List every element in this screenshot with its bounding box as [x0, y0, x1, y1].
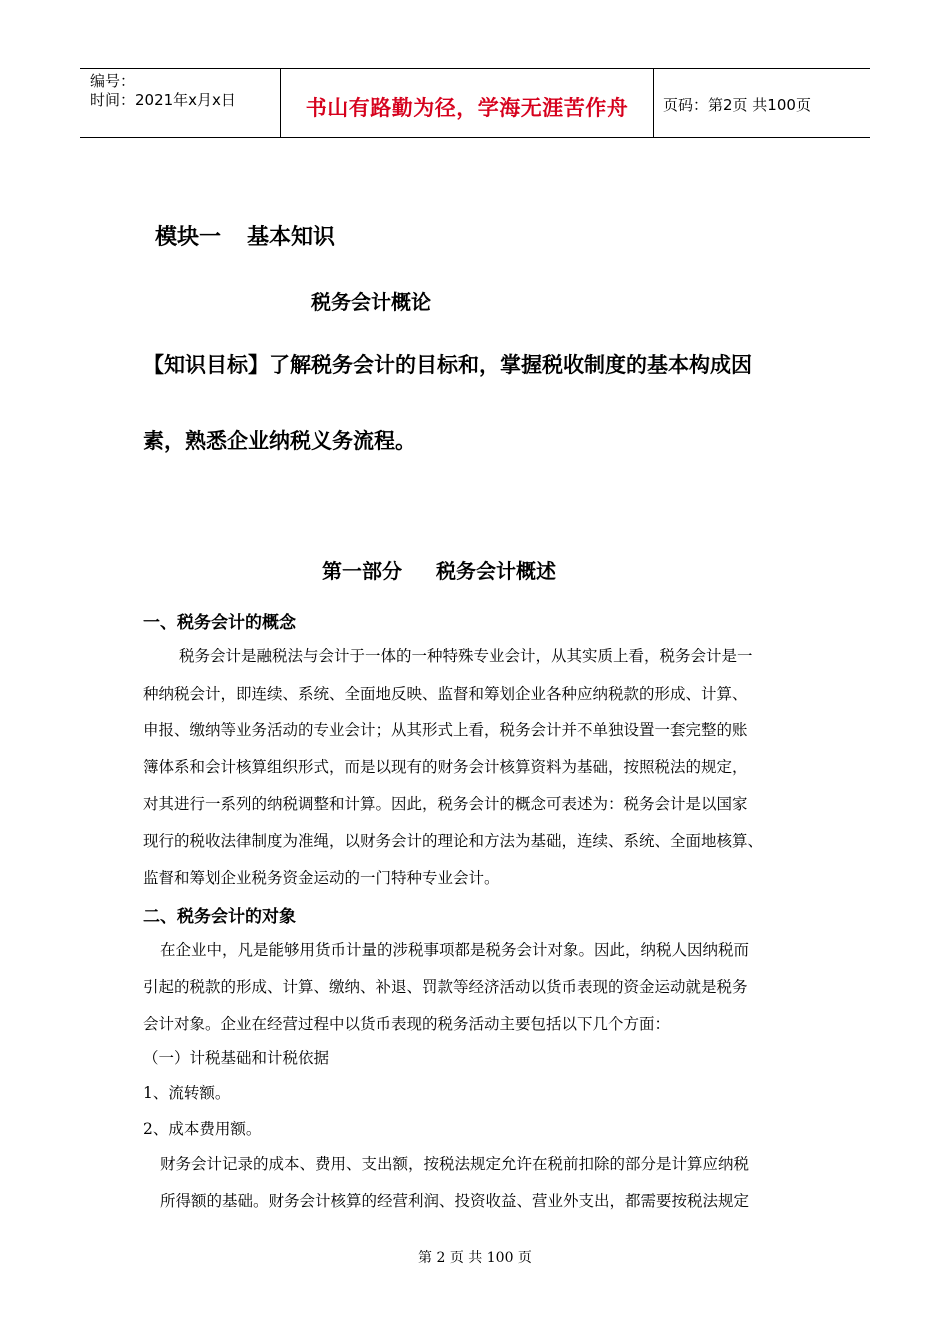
section-2-line: （一）计税基础和计税依据	[143, 1049, 330, 1067]
header-meta	[80, 69, 280, 137]
module-title-name: 基本知识	[247, 225, 336, 250]
header-page-info: 页码：第2页 共100页	[663, 96, 811, 114]
header-motto-cell	[280, 69, 654, 137]
knowledge-goal-line-1: 【知识目标】了解税务会计的目标和，掌握税收制度的基本构成因	[143, 353, 752, 377]
module-title	[155, 220, 335, 251]
section-1-line: 簿体系和会计核算组织形式，而是以现有的财务会计核算资料为基础，按照税法的规定，	[143, 758, 748, 776]
section-2-line: 在企业中，凡是能够用货币计量的涉税事项都是税务会计对象。因此，纳税人因纳税而	[160, 941, 750, 959]
section-1-line: 税务会计是融税法与会计于一体的一种特殊专业会计，从其实质上看，税务会计是一	[179, 647, 753, 665]
section-1-line: 监督和筹划企业税务资金运动的一门特种专业会计。	[143, 869, 500, 887]
chapter-title: 税务会计概论	[311, 290, 431, 314]
document-time: 时间：2021年x月x日	[90, 91, 236, 109]
section-2-line: 所得额的基础。财务会计核算的经营利润、投资收益、营业外支出，都需要按税法规定	[160, 1192, 750, 1210]
section-2-line: 1、流转额。	[143, 1084, 231, 1102]
part-title	[322, 555, 556, 584]
page-header	[80, 68, 870, 138]
knowledge-goal-line-2: 素，熟悉企业纳税义务流程。	[143, 429, 416, 453]
section-2-line: 引起的税款的形成、计算、缴纳、补退、罚款等经济活动以货币表现的资金运动就是税务	[143, 978, 748, 996]
section-2-line: 财务会计记录的成本、费用、支出额，按税法规定允许在税前扣除的部分是计算应纳税	[160, 1155, 750, 1173]
section-1-line: 现行的税收法律制度为准绳，以财务会计的理论和方法为基础，连续、系统、全面地核算、	[143, 832, 764, 850]
section-1-line: 对其进行一系列的纳税调整和计算。因此，税务会计的概念可表述为：税务会计是以国家	[143, 795, 748, 813]
header-motto: 书山有路勤为径，学海无涯苦作舟	[305, 96, 629, 120]
section-1-line: 种纳税会计，即连续、系统、全面地反映、监督和筹划企业各种应纳税款的形成、计算、	[143, 685, 748, 703]
header-page-cell	[653, 69, 870, 137]
section-1-line: 申报、缴纳等业务活动的专业会计；从其形式上看，税务会计并不单独设置一套完整的账	[143, 721, 748, 739]
document-number-label: 编号：	[90, 72, 136, 90]
part-title-name: 税务会计概述	[436, 559, 556, 583]
page-footer: 第 2 页 共 100 页	[418, 1250, 532, 1266]
module-title-number: 模块一	[155, 225, 222, 250]
section-2-line: 会计对象。企业在经营过程中以货币表现的税务活动主要包括以下几个方面：	[143, 1015, 671, 1033]
section-2-line: 2、成本费用额。	[143, 1120, 262, 1138]
section-2-heading: 二、税务会计的对象	[143, 907, 296, 927]
part-title-number: 第一部分	[322, 559, 402, 583]
section-1-heading: 一、税务会计的概念	[143, 613, 296, 633]
